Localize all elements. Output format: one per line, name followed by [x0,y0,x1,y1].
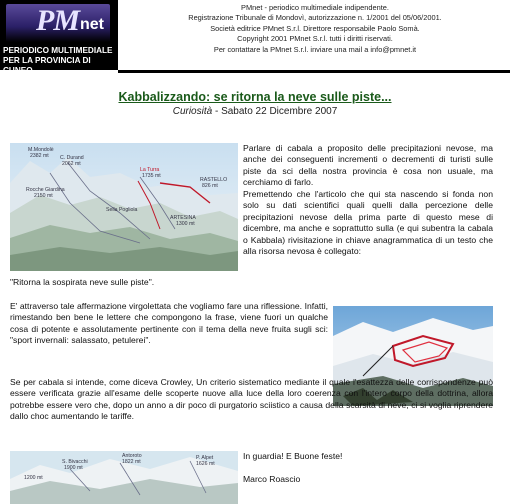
registration-info [124,3,506,55]
paragraph-intro: Parlare di cabala a proposito delle precipitazioni nevose, ma anche dei conseguenti incrementi o decrementi di turisti sulle piste da sci della nostra provincia è cosa non usuale, ma cerchiamo di farlo. [243,143,493,188]
label-rastello-alt: 826 mt [202,183,218,189]
label-pogliola: Sella Pogliola [106,207,138,213]
label-giardina: Rocche Giardina [26,187,65,193]
label-artesina-alt: 1300 mt [176,221,195,227]
ski-map-image-artesina [10,143,238,271]
logo-subtitle-line1: PERIODICO MULTIMEDIALE [3,46,113,55]
meta-separator: - [212,106,222,117]
label-giardina-alt: 2150 mt [34,193,53,199]
reg-line: Registrazione Tribunale di Mondovì, autorizzazione n. 1/2001 del 05/06/2001. [188,13,442,23]
logo-subtitle [3,46,117,76]
article-author[interactable]: Marco Roascio [243,474,301,484]
ski-map-image-second [10,451,238,504]
label-alpet-alt: 1626 mt [196,461,215,467]
article-category: Curiosità [172,106,213,117]
article-meta [0,106,510,117]
label-durand-alt: 2062 mt [62,161,81,167]
logo-subtitle-line2: PER LA PROVINCIA DI CUNEO [3,56,91,75]
label-antoroto-alt: 1822 mt [122,459,141,465]
paragraph-crowley: Se per cabala si intende, come diceva Crowley, Un criterio sistematico mediante il quale l'esattezza delle corrispondenze può essere verificata grazie all'esame delle scoperte nuove alla luce della loro coerenza con l'intero corpo della dottrina, allora potrebbe essere vero che, dopo un anno a dir poco di purgatorio sciistico a causa della scarsità di neve, ci si voglia riprendere dallo choc aumentando le tariffe. [10,377,493,422]
header-divider [118,70,510,73]
logo-pm-text: PM [36,4,79,37]
label-left-alt: 1200 mt [24,475,43,481]
label-mondole-alt: 2382 mt [30,153,49,159]
reg-line: PMnet - periodico multimediale indipendente. [241,3,389,12]
label-bivacchi: S. Bivacchi [62,459,88,465]
paragraph-reflection: E' attraverso tale affermazione virgolettata che vogliamo fare una riflessione. Infatti, rimestando ben bene le lettere che compongono la frase, viene fuori un qualche cosa di potente e assolutamente pertinente con il tema della neve fruita sugli sci: "sport invernali: salassato, petulerei". [10,301,328,346]
label-antoroto: Antoroto [122,453,142,459]
label-durand: C. Durand [60,155,84,161]
reg-line-contact: Per contattare la PMnet S.r.l. inviare una mail a info@pmnet.it [213,44,417,54]
pmnet-logo[interactable] [0,0,118,75]
article-title[interactable]: Kabbalizzando: se ritorna la neve sulle piste... [118,90,392,104]
label-artesina: ARTESINA [170,215,196,221]
paragraph-quote: "Ritorna la sospirata neve sulle piste". [10,277,155,287]
label-turra-alt: 1735 mt [142,173,161,179]
site-header [0,0,510,74]
label-mondole: M.Mondolè [28,147,54,153]
label-bivacchi-alt: 1900 mt [64,465,83,471]
reg-line: Copyright 2001 PMnet S.r.l. tutti i diritti riservati. [237,34,393,44]
logo-badge [6,4,110,42]
label-rastello: RASTELLO [200,177,228,183]
label-turra: La Turra [140,167,160,173]
logo-net-text: net [80,16,104,33]
paragraph-greeting: In guardia! E Buone feste! [243,451,343,461]
paragraph-premise: Premettendo che l'articolo che qui sta nascendo si fonda non solo su dati scientifici quali quelli dalla percezione delle precipitazioni nevose della prima parte di questo mese di dicembre, ma anche e soprattutto sulla (e qui subentra la cabala o Kabbala) rivisitazione in chiave anagrammatica di un testo che alla risorsa nevosa è collegato: [243,189,493,257]
label-alpet: P. Alpet [196,455,214,461]
reg-line: Società editrice PMnet S.r.l. Direttore responsabile Paolo Somà. [210,23,420,33]
article-date: Sabato 22 Dicembre 2007 [221,106,338,117]
